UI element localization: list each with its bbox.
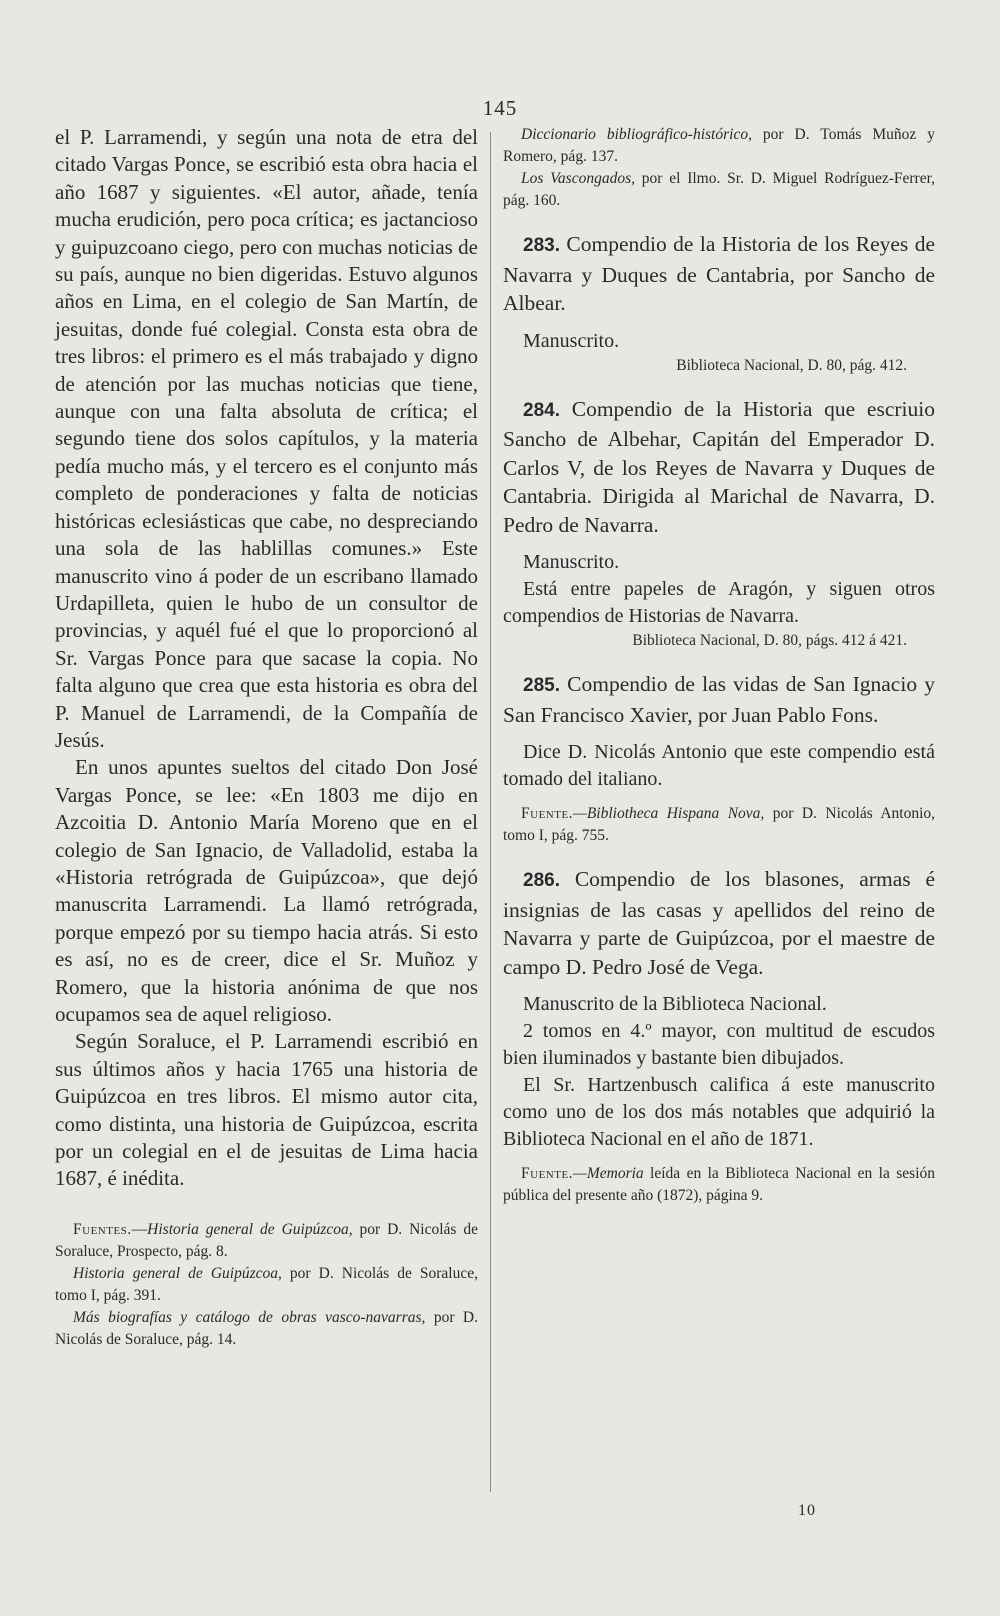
- page-number: 145: [482, 96, 518, 120]
- entry-title: [503, 395, 935, 540]
- entry-number: 285.: [523, 675, 560, 696]
- entry-title-text: Compendio de las vidas de San Ignacio y San Francisco Xavier, por Juan Pablo Fons.: [503, 672, 935, 727]
- source-note: [503, 1163, 935, 1207]
- signature-mark: 10: [798, 1502, 816, 1519]
- reference-note: [503, 168, 935, 212]
- note-text: por D. Nicolás Antonio, tomo I, pág. 755.: [503, 805, 935, 844]
- ref-title: Los Vascongados,: [521, 170, 636, 187]
- entry-title: [503, 230, 935, 318]
- sources-notes: [55, 1219, 478, 1351]
- entry-number: 283.: [523, 235, 560, 256]
- entry-283: [503, 230, 935, 377]
- entry-286: [503, 865, 935, 1207]
- note-title: Historia general de Guipúzcoa,: [147, 1220, 353, 1238]
- ref-text: por el Ilmo. Sr. D. Miguel Rodríguez-Ferrer, pág. 160.: [503, 170, 935, 209]
- entry-note: Dice D. Nicolás Antonio que este compendio está tomado del italiano.: [503, 741, 935, 790]
- manuscript-label: Manuscrito de la Biblioteca Nacional.: [523, 993, 827, 1015]
- paragraph: el P. Larramendi, y según una nota de etra del citado Vargas Ponce, se escribió esta obra hacia el año 1687 y siguientes. «El autor, añade, tenía mucha erudición, pero poca crítica; es jactancioso y guipuzcoano ciego, pero con muchas noticias de su país, aunque no bien digeridas. Estuvo algunos años en Lima, en el colegio de San Martín, de jesuitas, donde fué colegial. Consta esta obra de tres libros: el primero es el más trabajado y digno de atención por las muchas noticias que tiene, aunque con una falta absoluta de crítica; el segundo tiene dos solos capítulos, y la materia pedía mucho más, y el tercero es el conjunto más completo de ponderaciones y falta de noticias históricas eclesiásticas que cabe, no despreciando una sola de las hablillas comunes.» Este manuscrito vino á poder de un escribano llamado Urdapilleta, quien le hubo de un consultor de provincias, y aquél fué el que lo proporcionó al Sr. Vargas Ponce para que sacase la copia. No falta alguno que crea que esta historia es obra del P. Manuel de Larramendi, de la Compañía de Jesús.: [55, 125, 478, 752]
- note-text: por D. Nicolás de Soraluce, tomo I, pág. 391.: [55, 1264, 478, 1304]
- source-note: [503, 803, 935, 847]
- reference-note: [503, 124, 935, 168]
- entry-title: [503, 670, 935, 729]
- paragraph: En unos apuntes sueltos del citado Don José Vargas Ponce, se lee: «En 1803 me dijo en Azcoitia D. Antonio María Moreno que en el colegio de San Ignacio, de Valladolid, estaba la «Historia retrógrada de Guipúzcoa», que dejó manuscrita Larramendi. La llamó retrógrada, porque empezó por su tiempo hacia atrás. Si esto es así, no es de creer, dice el Sr. Muñoz y Romero, que la historia anónima de que nos ocupamos sea de aquel religioso.: [55, 755, 478, 1026]
- note-title: Historia general de Guipúzcoa,: [73, 1264, 282, 1282]
- library-source: Biblioteca Nacional, D. 80, pág. 412.: [676, 356, 907, 374]
- entry-285: [503, 670, 935, 847]
- note-text: por D. Nicolás de Soraluce, pág. 14.: [55, 1308, 479, 1348]
- source-note: [55, 1263, 478, 1307]
- fuente-label: Fuente.: [521, 1165, 574, 1182]
- manuscript-label: Manuscrito.: [523, 551, 620, 573]
- entry-title-text: Compendio de la Historia que escriuio Sancho de Albehar, Capitán del Emperador D. Carlos V, de los Reyes de Navarra y Duques de Cantabria. Dirigida al Marichal de Navarra, D. Pedro de Navarra.: [503, 396, 935, 537]
- paragraph: Según Soraluce, el P. Larramendi escribió en sus últimos años y hacia 1765 una historia de Guipúzcoa en tres libros. El mismo autor cita, como distinta, una historia de Guipúzcoa, escrita por un colegial en el de jesuitas de Lima hacia 1687, é inédita.: [55, 1029, 478, 1191]
- note-text: por D. Nicolás de Soraluce, Prospecto, pág. 8.: [55, 1220, 478, 1260]
- column-divider: [490, 132, 491, 1492]
- manuscript-label: Manuscrito.: [523, 329, 620, 352]
- source-note: [55, 1307, 478, 1351]
- fuente-label: Fuente.: [521, 805, 574, 822]
- entry-title: [503, 865, 935, 981]
- note-text: leída en la Biblioteca Nacional en la sesión pública del presente año (1872), página 9.: [503, 1165, 935, 1204]
- ref-text: por D. Tomás Muñoz y Romero, pág. 137.: [503, 126, 936, 165]
- entry-paragraph: 2 tomos en 4.º mayor, con multitud de escudos bien iluminados y bastante bien dibujados.: [503, 1020, 935, 1069]
- entry-number: 284.: [523, 399, 560, 421]
- right-column: [503, 124, 935, 1207]
- entry-title-text: Compendio de los blasones, armas é insignias de las casas y apellidos del reino de Navarra y parte de Guipúzcoa, por el maestre de campo D. Pedro José de Vega.: [503, 867, 935, 979]
- entry-number: 286.: [523, 870, 560, 891]
- note-title: —Bibliotheca Hispana Nova,: [573, 805, 765, 822]
- entry-note: Está entre papeles de Aragón, y siguen otros compendios de Historias de Navarra.: [503, 578, 935, 627]
- library-source: Biblioteca Nacional, D. 80, págs. 412 á 421.: [632, 632, 907, 649]
- ref-title: Diccionario bibliográfico-histórico,: [521, 126, 752, 143]
- left-column: [55, 124, 478, 1351]
- source-note: Fuentes.—Historia general de Guipúzcoa, por D. Nicolás de Soraluce, Prospecto, pág. 8.: [55, 1220, 478, 1260]
- note-title: Más biografías y catálogo de obras vasco-navarras,: [73, 1308, 426, 1326]
- entry-paragraph: El Sr. Hartzenbusch califica á este manuscrito como uno de los dos más notables que adquirió la Biblioteca Nacional en el año de 1871.: [503, 1074, 935, 1150]
- note-title: —Memoria: [573, 1165, 644, 1182]
- entry-title-text: Compendio de la Historia de los Reyes de Navarra y Duques de Cantabria, por Sancho de Albear.: [503, 232, 935, 315]
- entry-284: [503, 395, 935, 653]
- fuentes-label: Fuentes.: [73, 1220, 132, 1238]
